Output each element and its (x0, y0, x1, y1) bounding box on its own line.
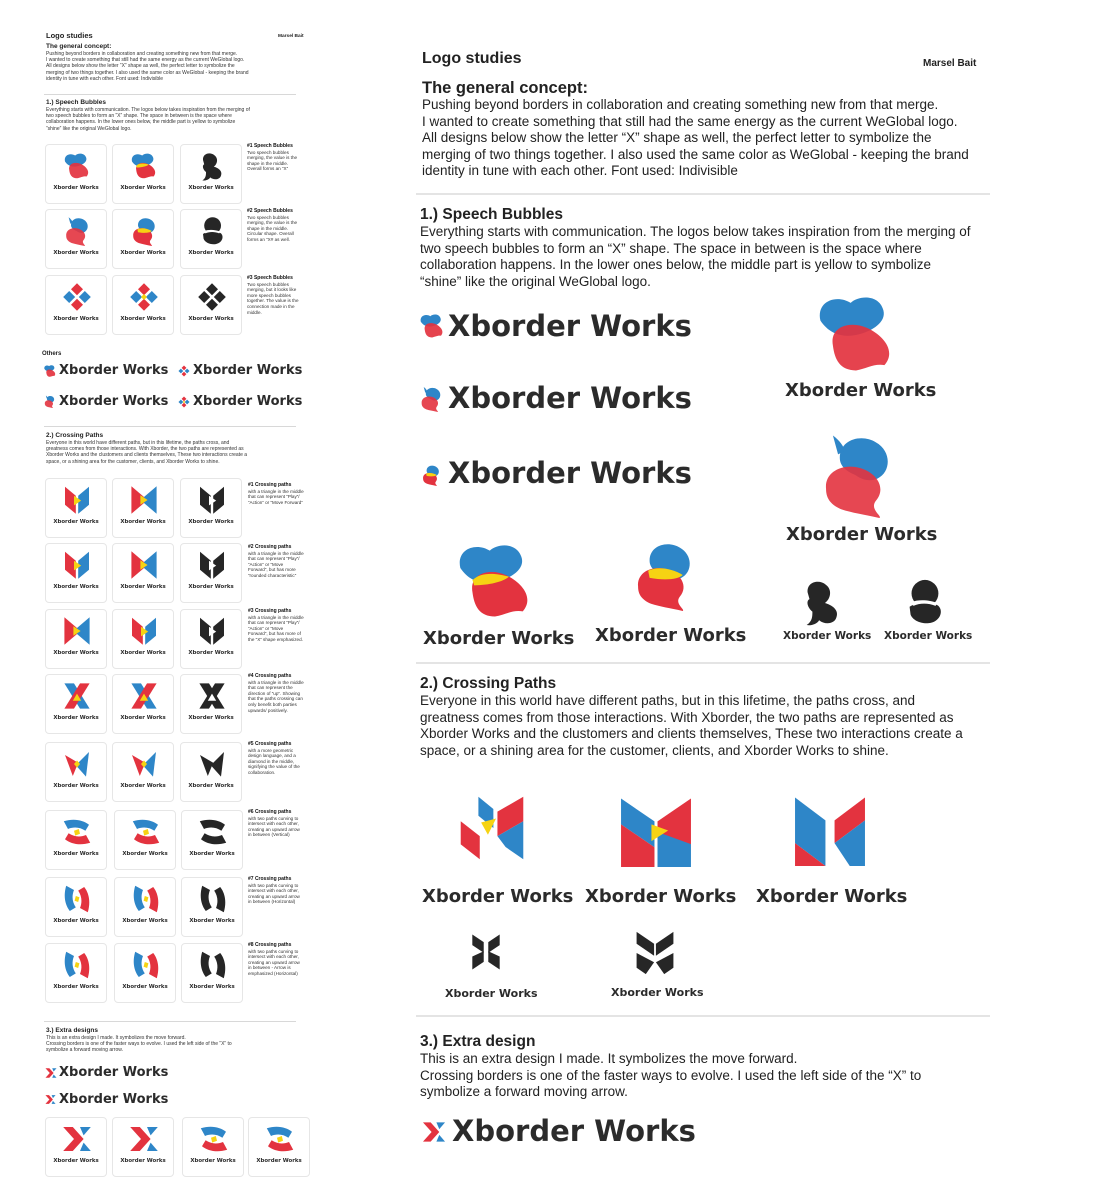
crossing-paths-icon (632, 928, 678, 978)
logo-caption: Xborder Works (120, 316, 166, 322)
crossing-paragraph (46, 440, 296, 465)
speech-bubble-icon (178, 396, 190, 408)
note-title: #2 Speech Bubbles (247, 208, 293, 214)
speech-bubble-icon (420, 461, 442, 489)
arrow-x-icon (45, 1067, 57, 1079)
note-text: with two paths curving to intersect with each other, creating an upward arrow in between (Vertical) (248, 815, 300, 838)
note-title: #1 Speech Bubbles (247, 143, 293, 149)
crossing-paths-icon (131, 817, 161, 847)
note-title: #8 Crossing paths (248, 942, 292, 948)
crossing-line: greatness comes from those interactions. With Xborder, the two paths are represented as (46, 446, 244, 453)
logo-caption: Xborder Works (120, 783, 166, 789)
logo-card (180, 478, 242, 538)
crossing-line: Xborder Works and the clustomers and clients themselves, These two interactions create a (46, 452, 248, 459)
speech-bubble-icon (129, 216, 159, 246)
crossing-paths-icon (131, 950, 161, 980)
logo-caption: Xborder Works (53, 715, 99, 721)
logo-caption: Xborder Works (188, 584, 234, 590)
logo-card (112, 144, 174, 204)
wordmark: Xborder Works (884, 630, 973, 642)
logo-card (112, 478, 174, 538)
logo-caption: Xborder Works (53, 783, 99, 789)
concept-paragraph (46, 51, 296, 82)
note-text: with a triangle in the middle that can represent “Play”/ “Action” or “Move Forward”, but has more “rounded characteristic” (248, 550, 304, 578)
crossing-paths-icon (62, 681, 92, 711)
speech-line: two speech bubbles to form an “X” shape. The space in between is the space where (46, 113, 232, 120)
logo-caption: Xborder Works (188, 650, 234, 656)
logo-caption: Xborder Works (122, 851, 168, 857)
wordmark: Xborder Works (785, 380, 937, 401)
design-note (248, 810, 304, 838)
logo-card (180, 609, 242, 669)
speech-bubble-icon (814, 432, 900, 518)
speech-bubble-icon (197, 216, 227, 246)
crossing-line: Everyone in this world have different paths, but in this lifetime, the paths cross, and (420, 693, 916, 708)
logo-caption: Xborder Works (188, 783, 234, 789)
logo-caption: Xborder Works (189, 918, 235, 924)
wordmark: Xborder Works (59, 363, 169, 378)
crossing-paths-icon (198, 950, 228, 980)
concept-line: I wanted to create something that still had the same energy as the current WeGlobal logo. (46, 57, 245, 64)
concept-heading: The general concept: (46, 43, 112, 50)
concept-paragraph (422, 97, 992, 180)
speech-bubble-icon (62, 151, 92, 181)
design-note (248, 609, 304, 643)
logo-card (180, 742, 242, 802)
logo-caption: Xborder Works (53, 851, 99, 857)
crossing-heading: 2.) Crossing Paths (46, 432, 104, 439)
crossing-paths-icon (467, 927, 505, 977)
logo-caption: Xborder Works (122, 984, 168, 990)
logo-caption: Xborder Works (53, 185, 99, 191)
speech-bubble-icon (798, 578, 846, 626)
others-heading: Others (42, 351, 62, 357)
crossing-paths-icon (62, 616, 92, 646)
design-note (247, 276, 303, 315)
crossing-line: greatness comes from those interactions. With Xborder, the two paths are represented as (420, 709, 954, 725)
logo-caption: Xborder Works (53, 918, 99, 924)
crossing-paths-icon (62, 550, 92, 580)
crossing-paths-icon (265, 1124, 295, 1154)
concept-line: identity in tune with each other. Font used: Indivisible (46, 75, 164, 82)
wordmark: Xborder Works (756, 886, 908, 907)
logo-card (112, 543, 174, 603)
divider (416, 662, 990, 664)
note-title: #3 Crossing paths (248, 608, 292, 614)
logo-caption: Xborder Works (189, 851, 235, 857)
logo-card (180, 543, 242, 603)
crossing-paths-icon (458, 784, 526, 872)
note-text: with a triangle in the middle that can represent the direction of “up”. Showing that the paths crossing can only benefit both parties upwards/ positively. (248, 679, 304, 713)
note-title: #3 Speech Bubbles (247, 275, 293, 281)
author-name: Marsel Bait (923, 58, 977, 69)
concept-line: Pushing beyond borders in collaboration and creating something new from that merge. (46, 51, 238, 57)
speech-paragraph (46, 107, 296, 132)
concept-line: All designs below show the letter “X” shape as well, the perfect letter to symbolize the (422, 130, 932, 145)
concept-heading: The general concept: (422, 79, 588, 97)
logo-caption: Xborder Works (188, 316, 234, 322)
logo-caption: Xborder Works (188, 519, 234, 525)
speech-bubble-icon (62, 216, 92, 246)
note-title: #5 Crossing paths (248, 741, 292, 747)
design-note (248, 483, 304, 505)
logo-card (45, 943, 107, 1003)
logo-card (180, 144, 242, 204)
logo-caption: Xborder Works (53, 1158, 99, 1164)
speech-line: collaboration happens. In the lower ones below, the middle part is yellow to symbolize (420, 257, 932, 272)
arrow-x-icon (129, 1124, 159, 1154)
wordmark: Xborder Works (59, 1092, 169, 1107)
speech-bubble-icon (43, 395, 56, 408)
logo-card (182, 1117, 244, 1177)
design-note (248, 877, 304, 905)
wordmark: Xborder Works (448, 381, 692, 415)
logo-caption: Xborder Works (120, 650, 166, 656)
logo-caption: Xborder Works (120, 250, 166, 256)
divider (44, 1021, 296, 1022)
crossing-line: Everyone in this world have different paths, but in this lifetime, the paths cross, and (46, 440, 230, 446)
extra-paragraph (420, 1051, 990, 1101)
crossing-paths-icon (62, 817, 92, 847)
logo-card (45, 1117, 107, 1177)
speech-bubble-icon (43, 364, 57, 378)
extra-line: This is an extra design I made. It symbolizes the move forward. (46, 1035, 186, 1041)
design-note (248, 674, 304, 713)
logo-caption: Xborder Works (53, 984, 99, 990)
extra-heading: 3.) Extra designs (46, 1027, 99, 1034)
crossing-paths-icon (131, 884, 161, 914)
wordmark: Xborder Works (786, 524, 938, 545)
concept-line: Pushing beyond borders in collaboration and creating something new from that merge. (422, 97, 939, 112)
extra-line: symbolize a forward moving arrow. (46, 1047, 123, 1054)
extra-heading: 3.) Extra design (420, 1033, 536, 1050)
crossing-paths-icon (62, 749, 92, 779)
crossing-paths-icon (129, 485, 159, 515)
logo-caption: Xborder Works (190, 1158, 236, 1164)
speech-bubble-icon (450, 542, 540, 620)
logo-card (112, 275, 174, 335)
crossing-heading: 2.) Crossing Paths (420, 675, 557, 692)
concept-line: identity in tune with each other. Font used: Indivisible (422, 163, 738, 178)
logo-caption: Xborder Works (53, 519, 99, 525)
logo-caption: Xborder Works (122, 918, 168, 924)
note-text: Two speech bubbles merging, the value is the shape in the middle. Overall forms an “X” (247, 149, 298, 172)
wordmark: Xborder Works (59, 394, 169, 409)
note-title: #4 Crossing paths (248, 673, 292, 679)
crossing-paths-icon (129, 749, 159, 779)
logo-caption: Xborder Works (189, 984, 235, 990)
logo-caption: Xborder Works (188, 250, 234, 256)
design-note (248, 742, 304, 776)
wordmark: Xborder Works (595, 625, 747, 646)
crossing-paths-icon (198, 817, 228, 847)
logo-card (112, 609, 174, 669)
logo-card (112, 742, 174, 802)
speech-bubble-icon (418, 385, 444, 413)
note-text: with a triangle in the middle that can represent “Play”/ “Action” or “Move Forward”, but has more of the “X” shape emphasized. (248, 614, 304, 642)
crossing-paths-icon (618, 788, 694, 876)
wordmark: Xborder Works (452, 1114, 696, 1148)
crossing-paths-icon (197, 616, 227, 646)
logo-card (112, 1117, 174, 1177)
logo-caption: Xborder Works (120, 185, 166, 191)
arrow-x-icon (45, 1094, 56, 1105)
concept-line: merging of two things together. I also used the same color as WeGlobal - keeping the brand (46, 69, 249, 76)
note-text: with a more geometric design language, and a diamond in the middle, signifying the value of the collaboration. (248, 747, 300, 775)
logo-caption: Xborder Works (53, 584, 99, 590)
speech-bubble-icon (197, 282, 227, 312)
page-title: Logo studies (46, 31, 93, 40)
thumbnail-page (0, 0, 320, 1200)
note-text: Two speech bubbles merging, but it looks like more speech bubbles together. The value is the connection made in the middle. (247, 281, 299, 315)
wordmark: Xborder Works (422, 886, 574, 907)
divider (44, 426, 296, 427)
design-note (247, 209, 303, 243)
crossing-paths-icon (62, 950, 92, 980)
logo-card (180, 674, 242, 734)
logo-caption: Xborder Works (188, 715, 234, 721)
design-note (248, 943, 304, 977)
extra-line: This is an extra design I made. It symbolizes the move forward. (420, 1051, 798, 1066)
detail-page (410, 0, 1106, 1200)
speech-heading: 1.) Speech Bubbles (46, 99, 106, 106)
crossing-paths-icon (62, 485, 92, 515)
logo-card (45, 275, 107, 335)
extra-line: symbolize a forward moving arrow. (420, 1084, 628, 1099)
speech-bubble-icon (628, 532, 700, 618)
logo-caption: Xborder Works (188, 185, 234, 191)
speech-bubble-icon (129, 151, 159, 181)
logo-card (112, 674, 174, 734)
divider (44, 94, 296, 95)
crossing-paths-icon (129, 550, 159, 580)
concept-line: merging of two things together. I also used the same color as WeGlobal - keeping the brand (422, 146, 969, 162)
logo-caption: Xborder Works (120, 519, 166, 525)
speech-bubble-icon (418, 311, 446, 341)
crossing-paths-icon (197, 550, 227, 580)
crossing-line: space, or a shining area for the customer, clients, and Xborder Works to shine. (420, 742, 889, 758)
logo-caption: Xborder Works (53, 650, 99, 656)
extra-paragraph (46, 1035, 296, 1054)
note-title: #6 Crossing paths (248, 809, 292, 815)
note-text: with two paths curving to intersect with each other, creating an upward arrow in between - Arrow is emphasized (Horizontal) (248, 948, 300, 976)
crossing-paths-icon (62, 884, 92, 914)
logo-card (181, 943, 243, 1003)
speech-bubble-icon (900, 578, 948, 626)
wordmark: Xborder Works (783, 630, 872, 642)
note-title: #7 Crossing paths (248, 876, 292, 882)
logo-card (114, 810, 176, 870)
concept-line: All designs below show the letter “X” shape as well, the perfect letter to symbolize the (46, 63, 235, 70)
speech-bubble-icon (178, 365, 190, 377)
concept-line: I wanted to create something that still had the same energy as the current WeGlobal logo. (422, 113, 958, 129)
arrow-x-icon (62, 1124, 92, 1154)
speech-line: Everything starts with communication. The logos below takes inspiration from the merging of (46, 107, 250, 113)
logo-card (180, 209, 242, 269)
logo-card (114, 943, 176, 1003)
crossing-paths-icon (197, 485, 227, 515)
crossing-paths-icon (199, 1124, 229, 1154)
logo-caption: Xborder Works (256, 1158, 302, 1164)
wordmark: Xborder Works (611, 986, 704, 999)
logo-card (45, 810, 107, 870)
crossing-paths-icon (197, 749, 227, 779)
logo-card (181, 877, 243, 937)
logo-caption: Xborder Works (53, 250, 99, 256)
crossing-paragraph (420, 693, 990, 759)
speech-bubble-icon (129, 282, 159, 312)
speech-paragraph (420, 224, 990, 290)
note-title: #1 Crossing paths (248, 482, 292, 488)
wordmark: Xborder Works (585, 886, 737, 907)
note-text: with two paths curving to intersect with each other, creating an upward arrow in between (Horizontal) (248, 882, 300, 905)
wordmark: Xborder Works (193, 363, 303, 378)
speech-bubble-icon (62, 282, 92, 312)
extra-line: Crossing borders is one of the faster ways to evolve. I used the left side of the “X” to (420, 1067, 922, 1083)
speech-heading: 1.) Speech Bubbles (420, 206, 563, 223)
wordmark: Xborder Works (59, 1065, 169, 1080)
logo-card (45, 209, 107, 269)
wordmark: Xborder Works (448, 309, 692, 343)
logo-card (248, 1117, 310, 1177)
crossing-paths-icon (129, 616, 159, 646)
logo-card (45, 742, 107, 802)
logo-card (181, 810, 243, 870)
design-note (247, 144, 303, 172)
speech-line: Everything starts with communication. The logos below takes inspiration from the merging of (420, 224, 971, 239)
speech-line: two speech bubbles to form an “X” shape. The space in between is the space where (420, 240, 922, 256)
speech-line: “shine” like the original WeGlobal logo. (420, 273, 651, 289)
divider (416, 1015, 990, 1017)
speech-line: collaboration happens. In the lower ones below, the middle part is yellow to symbolize (46, 119, 236, 126)
divider (416, 193, 990, 195)
logo-card (112, 209, 174, 269)
logo-caption: Xborder Works (120, 1158, 166, 1164)
wordmark: Xborder Works (423, 628, 575, 649)
logo-card (45, 478, 107, 538)
wordmark: Xborder Works (193, 394, 303, 409)
crossing-paths-icon (198, 884, 228, 914)
crossing-paths-icon (197, 681, 227, 711)
wordmark: Xborder Works (445, 987, 538, 1000)
page-title: Logo studies (422, 50, 522, 67)
speech-bubble-icon (197, 151, 227, 181)
note-text: Two speech bubbles merging, the value is the shape in the middle. Circular shape. Overall forms an “X# as well. (247, 214, 298, 242)
logo-card (180, 275, 242, 335)
logo-card (45, 144, 107, 204)
arrow-x-icon (420, 1120, 448, 1144)
logo-card (45, 543, 107, 603)
speech-bubble-icon (810, 294, 902, 374)
crossing-paths-icon (792, 788, 868, 874)
logo-card (45, 609, 107, 669)
logo-caption: Xborder Works (120, 715, 166, 721)
logo-caption: Xborder Works (120, 584, 166, 590)
crossing-line: Xborder Works and the clustomers and clients themselves, These two interactions create a (420, 726, 963, 741)
logo-caption: Xborder Works (53, 316, 99, 322)
extra-line: Crossing borders is one of the faster ways to evolve. I used the left side of the “X” to (46, 1041, 232, 1048)
design-note (248, 545, 304, 579)
speech-line: “shine” like the original WeGlobal logo. (46, 125, 132, 132)
logo-card (45, 674, 107, 734)
author-name: Marsel Bait (278, 34, 304, 39)
note-text: with a triangle in the middle that can represent “Play”/ “Action” or “Move Forward” (248, 488, 304, 505)
crossing-paths-icon (129, 681, 159, 711)
crossing-line: space, or a shining area for the customer, clients, and Xborder Works to shine. (46, 458, 220, 465)
wordmark: Xborder Works (448, 456, 692, 490)
logo-card (45, 877, 107, 937)
note-title: #2 Crossing paths (248, 544, 292, 550)
logo-card (114, 877, 176, 937)
